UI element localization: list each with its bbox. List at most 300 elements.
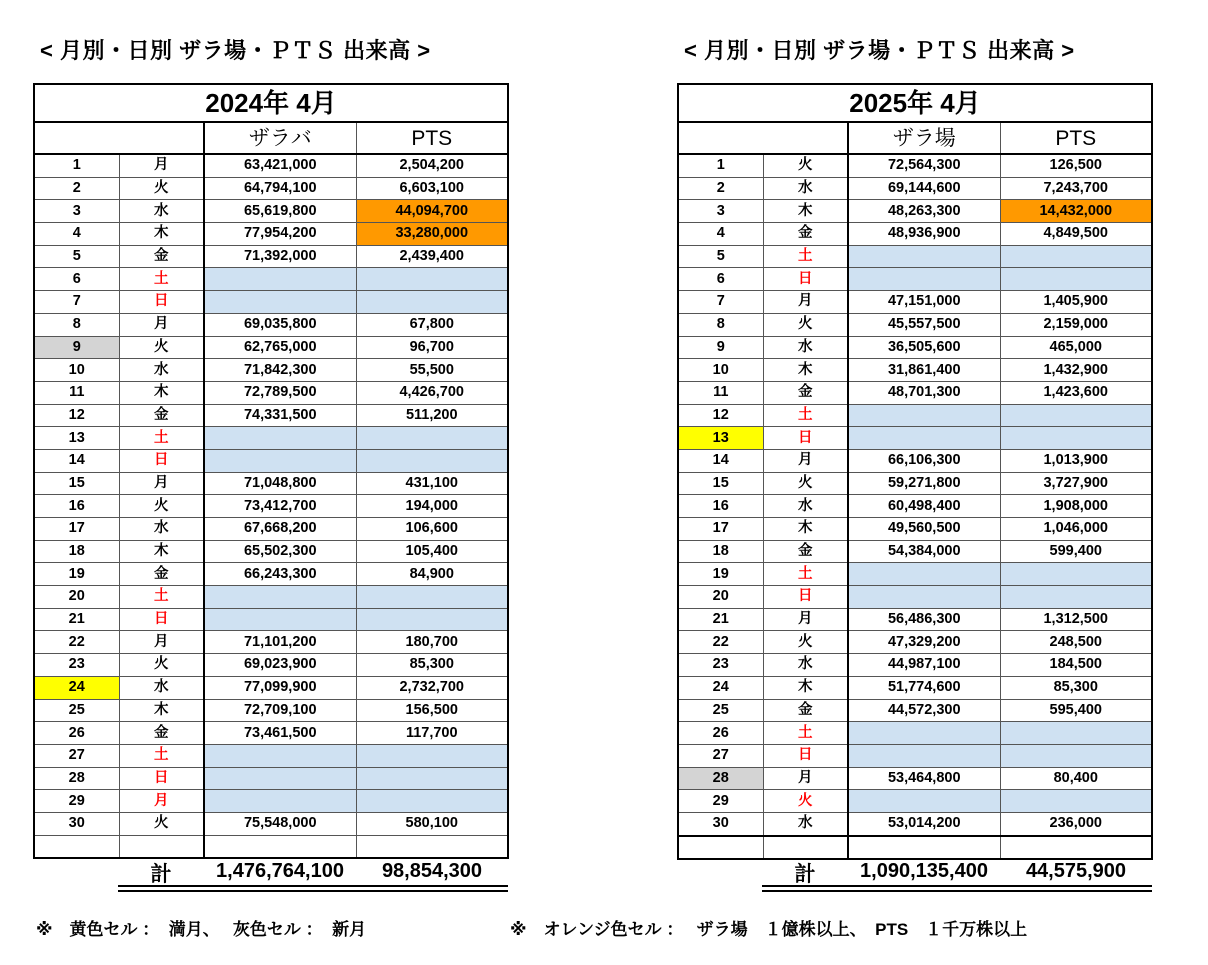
weekday-cell: 金 — [119, 404, 204, 427]
pts-volume-cell: 431,100 — [356, 472, 508, 495]
pts-volume-cell — [1000, 744, 1152, 767]
zaraba-volume-cell: 65,502,300 — [204, 540, 356, 563]
header-zaraba: ザラバ — [204, 122, 356, 154]
table-row — [678, 427, 1152, 450]
table-row — [678, 495, 1152, 518]
zaraba-volume-cell: 69,035,800 — [204, 313, 356, 336]
pts-volume-cell — [356, 291, 508, 314]
day-cell: 30 — [34, 812, 119, 835]
double-underline — [118, 885, 508, 892]
pts-volume-cell: 7,243,700 — [1000, 177, 1152, 200]
table-row — [34, 495, 508, 518]
table-row — [678, 586, 1152, 609]
pts-volume-cell — [356, 449, 508, 472]
day-cell: 29 — [678, 790, 763, 813]
zaraba-volume-cell: 73,461,500 — [204, 722, 356, 745]
pts-volume-cell: 126,500 — [1000, 154, 1152, 177]
pts-volume-cell: 80,400 — [1000, 767, 1152, 790]
pts-volume-cell: 4,426,700 — [356, 381, 508, 404]
day-cell: 23 — [34, 654, 119, 677]
table-row — [678, 608, 1152, 631]
weekday-cell: 日 — [763, 586, 848, 609]
zaraba-volume-cell: 71,048,800 — [204, 472, 356, 495]
zaraba-volume-cell — [204, 790, 356, 813]
table-row — [678, 154, 1152, 177]
weekday-cell — [119, 835, 204, 858]
total-label: 計 — [150, 863, 172, 886]
zaraba-volume-cell: 66,106,300 — [848, 449, 1000, 472]
pts-volume-cell — [1000, 722, 1152, 745]
day-cell: 28 — [34, 767, 119, 790]
pts-volume-cell — [356, 767, 508, 790]
weekday-cell: 水 — [763, 654, 848, 677]
pts-volume-cell: 194,000 — [356, 495, 508, 518]
day-cell: 19 — [34, 563, 119, 586]
zaraba-volume-cell — [848, 427, 1000, 450]
day-cell: 30 — [678, 812, 763, 835]
day-cell: 18 — [34, 540, 119, 563]
zaraba-volume-cell — [848, 722, 1000, 745]
table-row — [34, 313, 508, 336]
zaraba-volume-cell: 53,464,800 — [848, 767, 1000, 790]
pts-volume-cell — [1000, 563, 1152, 586]
day-cell: 11 — [678, 381, 763, 404]
weekday-cell: 月 — [763, 291, 848, 314]
weekday-cell: 日 — [763, 744, 848, 767]
table-row — [678, 518, 1152, 541]
zaraba-volume-cell: 67,668,200 — [204, 518, 356, 541]
weekday-cell: 日 — [119, 449, 204, 472]
table-row — [678, 381, 1152, 404]
table-row — [678, 177, 1152, 200]
table-row — [34, 722, 508, 745]
table-row — [34, 404, 508, 427]
zaraba-volume-cell — [848, 268, 1000, 291]
day-cell: 22 — [678, 631, 763, 654]
total-pts: 98,854,300 — [381, 860, 483, 882]
weekday-cell: 日 — [119, 291, 204, 314]
weekday-cell: 月 — [119, 631, 204, 654]
pts-volume-cell: 84,900 — [356, 563, 508, 586]
weekday-cell: 月 — [763, 449, 848, 472]
pts-volume-cell — [356, 586, 508, 609]
table-row — [34, 767, 508, 790]
zaraba-volume-cell — [848, 586, 1000, 609]
zaraba-volume-cell: 44,572,300 — [848, 699, 1000, 722]
zaraba-volume-cell: 64,794,100 — [204, 177, 356, 200]
zaraba-volume-cell — [848, 404, 1000, 427]
table-row — [678, 245, 1152, 268]
weekday-cell: 木 — [763, 518, 848, 541]
zaraba-volume-cell: 71,101,200 — [204, 631, 356, 654]
table-row — [34, 381, 508, 404]
pts-volume-cell — [1000, 427, 1152, 450]
zaraba-volume-cell: 59,271,800 — [848, 472, 1000, 495]
zaraba-volume-cell: 75,548,000 — [204, 812, 356, 835]
table-row — [34, 291, 508, 314]
weekday-cell: 木 — [763, 676, 848, 699]
weekday-cell: 火 — [119, 495, 204, 518]
weekday-cell: 火 — [119, 812, 204, 835]
table-row — [678, 223, 1152, 246]
zaraba-volume-cell: 72,789,500 — [204, 381, 356, 404]
weekday-cell: 水 — [763, 177, 848, 200]
table-row — [678, 336, 1152, 359]
table-row — [34, 336, 508, 359]
volume-table-2025 — [677, 83, 1153, 860]
weekday-cell: 金 — [763, 223, 848, 246]
zaraba-volume-cell: 45,557,500 — [848, 313, 1000, 336]
weekday-cell: 火 — [763, 472, 848, 495]
header-blank — [678, 122, 848, 154]
table-row — [34, 676, 508, 699]
pts-volume-cell: 1,013,900 — [1000, 449, 1152, 472]
table-row — [34, 223, 508, 246]
total-zaraba: 1,090,135,400 — [860, 860, 988, 882]
day-cell: 29 — [34, 790, 119, 813]
total-label: 計 — [794, 863, 816, 886]
weekday-cell: 水 — [763, 336, 848, 359]
table-row — [34, 427, 508, 450]
day-cell: 13 — [678, 427, 763, 450]
page-title: < 月別・日別 ザラ場・ＰＴＳ 出来高 > — [40, 38, 431, 63]
day-cell: 7 — [34, 291, 119, 314]
table-row — [34, 154, 508, 177]
day-cell — [678, 836, 763, 860]
table-row — [34, 608, 508, 631]
weekday-cell: 水 — [763, 812, 848, 835]
weekday-cell: 土 — [763, 404, 848, 427]
day-cell: 6 — [678, 268, 763, 291]
pts-volume-cell: 180,700 — [356, 631, 508, 654]
day-cell: 6 — [34, 268, 119, 291]
day-cell: 21 — [678, 608, 763, 631]
day-cell: 14 — [678, 449, 763, 472]
pts-volume-cell: 14,432,000 — [1000, 200, 1152, 223]
pts-volume-cell: 465,000 — [1000, 336, 1152, 359]
zaraba-volume-cell: 44,987,100 — [848, 654, 1000, 677]
day-cell: 20 — [678, 586, 763, 609]
zaraba-volume-cell: 77,099,900 — [204, 676, 356, 699]
day-cell: 19 — [678, 563, 763, 586]
header-pts: PTS — [1000, 122, 1152, 154]
zaraba-volume-cell: 56,486,300 — [848, 608, 1000, 631]
day-cell: 17 — [678, 518, 763, 541]
zaraba-volume-cell: 66,243,300 — [204, 563, 356, 586]
weekday-cell: 火 — [763, 790, 848, 813]
table-row — [678, 359, 1152, 382]
day-cell: 14 — [34, 449, 119, 472]
zaraba-volume-cell: 48,701,300 — [848, 381, 1000, 404]
table-row — [34, 744, 508, 767]
weekday-cell: 土 — [119, 427, 204, 450]
day-cell: 24 — [678, 676, 763, 699]
weekday-cell: 金 — [119, 563, 204, 586]
zaraba-volume-cell: 36,505,600 — [848, 336, 1000, 359]
zaraba-volume-cell: 49,560,500 — [848, 518, 1000, 541]
day-cell — [34, 835, 119, 858]
weekday-cell: 木 — [119, 540, 204, 563]
table-row — [34, 835, 508, 858]
weekday-cell: 水 — [119, 200, 204, 223]
table-row — [34, 586, 508, 609]
day-cell: 13 — [34, 427, 119, 450]
pts-volume-cell: 117,700 — [356, 722, 508, 745]
pts-volume-cell: 2,439,400 — [356, 245, 508, 268]
weekday-cell: 土 — [119, 586, 204, 609]
day-cell: 12 — [34, 404, 119, 427]
day-cell: 4 — [34, 223, 119, 246]
pts-volume-cell — [1000, 404, 1152, 427]
month-title-row — [678, 84, 1152, 122]
weekday-cell: 金 — [763, 540, 848, 563]
pts-volume-cell: 2,159,000 — [1000, 313, 1152, 336]
zaraba-volume-cell — [848, 790, 1000, 813]
legend-note-moon: ※ 黄色セル ： 満月、 灰色セル ： 新月 — [36, 920, 367, 939]
table-row — [34, 631, 508, 654]
weekday-cell: 火 — [763, 313, 848, 336]
table-row — [34, 540, 508, 563]
zaraba-volume-cell — [204, 427, 356, 450]
pts-volume-cell — [1000, 268, 1152, 291]
day-cell: 16 — [34, 495, 119, 518]
totals-row — [118, 856, 508, 894]
zaraba-volume-cell: 71,842,300 — [204, 359, 356, 382]
pts-volume-cell — [356, 790, 508, 813]
day-cell: 23 — [678, 654, 763, 677]
day-cell: 12 — [678, 404, 763, 427]
pts-volume-cell: 106,600 — [356, 518, 508, 541]
pts-volume-cell — [1000, 790, 1152, 813]
day-cell: 7 — [678, 291, 763, 314]
zaraba-volume-cell — [204, 449, 356, 472]
weekday-cell: 木 — [119, 699, 204, 722]
day-cell: 11 — [34, 381, 119, 404]
weekday-cell: 月 — [119, 472, 204, 495]
weekday-cell: 木 — [763, 200, 848, 223]
weekday-cell: 火 — [763, 154, 848, 177]
pts-volume-cell: 184,500 — [1000, 654, 1152, 677]
weekday-cell: 火 — [119, 336, 204, 359]
weekday-cell: 木 — [119, 223, 204, 246]
weekday-cell: 土 — [763, 722, 848, 745]
day-cell: 5 — [34, 245, 119, 268]
zaraba-volume-cell: 73,412,700 — [204, 495, 356, 518]
pts-volume-cell: 96,700 — [356, 336, 508, 359]
weekday-cell: 金 — [763, 699, 848, 722]
day-cell: 24 — [34, 676, 119, 699]
table-row — [34, 268, 508, 291]
day-cell: 25 — [34, 699, 119, 722]
pts-volume-cell: 67,800 — [356, 313, 508, 336]
day-cell: 20 — [34, 586, 119, 609]
weekday-cell: 水 — [119, 676, 204, 699]
day-cell: 27 — [34, 744, 119, 767]
pts-volume-cell — [1000, 586, 1152, 609]
table-row — [678, 722, 1152, 745]
zaraba-volume-cell: 51,774,600 — [848, 676, 1000, 699]
header-zaraba: ザラ場 — [848, 122, 1000, 154]
table-row — [678, 676, 1152, 699]
pts-volume-cell: 44,094,700 — [356, 200, 508, 223]
day-cell: 8 — [678, 313, 763, 336]
table-row — [678, 404, 1152, 427]
day-cell: 4 — [678, 223, 763, 246]
table-row — [34, 177, 508, 200]
month-title: 2024年 4月 — [34, 84, 508, 122]
table-row — [34, 654, 508, 677]
zaraba-volume-cell — [204, 744, 356, 767]
pts-volume-cell — [356, 608, 508, 631]
table-row — [678, 812, 1152, 835]
weekday-cell: 金 — [119, 722, 204, 745]
pts-volume-cell: 1,312,500 — [1000, 608, 1152, 631]
day-cell: 15 — [678, 472, 763, 495]
table-row — [678, 313, 1152, 336]
pts-volume-cell: 580,100 — [356, 812, 508, 835]
table-row — [678, 472, 1152, 495]
zaraba-volume-cell — [848, 245, 1000, 268]
total-pts: 44,575,900 — [1025, 860, 1127, 882]
pts-volume-cell — [356, 268, 508, 291]
day-cell: 2 — [678, 177, 763, 200]
table-row — [34, 699, 508, 722]
day-cell: 3 — [34, 200, 119, 223]
table-row — [678, 563, 1152, 586]
weekday-cell: 金 — [763, 381, 848, 404]
day-cell: 5 — [678, 245, 763, 268]
table-row — [34, 359, 508, 382]
zaraba-volume-cell — [204, 835, 356, 858]
weekday-cell: 月 — [763, 608, 848, 631]
legend-note-orange: ※ オレンジ色セル ： ザラ場 １億株以上、 PTS １千万株以上 — [510, 920, 1028, 939]
pts-volume-cell: 1,432,900 — [1000, 359, 1152, 382]
weekday-cell: 土 — [763, 245, 848, 268]
zaraba-volume-cell: 54,384,000 — [848, 540, 1000, 563]
total-zaraba: 1,476,764,100 — [216, 860, 344, 882]
table-row — [678, 744, 1152, 767]
column-header-row — [34, 122, 508, 154]
table-row — [34, 812, 508, 835]
weekday-cell: 火 — [763, 631, 848, 654]
weekday-cell: 木 — [119, 381, 204, 404]
pts-volume-cell: 1,405,900 — [1000, 291, 1152, 314]
zaraba-volume-cell: 62,765,000 — [204, 336, 356, 359]
day-cell: 17 — [34, 518, 119, 541]
weekday-cell: 土 — [763, 563, 848, 586]
month-title: 2025年 4月 — [678, 84, 1152, 122]
zaraba-volume-cell: 63,421,000 — [204, 154, 356, 177]
zaraba-volume-cell — [204, 268, 356, 291]
page-title: < 月別・日別 ザラ場・ＰＴＳ 出来高 > — [684, 38, 1075, 63]
zaraba-volume-cell: 48,263,300 — [848, 200, 1000, 223]
table-row — [678, 291, 1152, 314]
table-row — [678, 654, 1152, 677]
pts-volume-cell — [356, 835, 508, 858]
pts-volume-cell: 511,200 — [356, 404, 508, 427]
pts-volume-cell: 6,603,100 — [356, 177, 508, 200]
header-blank — [34, 122, 204, 154]
pts-volume-cell: 595,400 — [1000, 699, 1152, 722]
pts-volume-cell — [356, 744, 508, 767]
double-underline — [762, 885, 1152, 892]
day-cell: 9 — [678, 336, 763, 359]
day-cell: 21 — [34, 608, 119, 631]
weekday-cell: 月 — [763, 767, 848, 790]
weekday-cell: 土 — [119, 268, 204, 291]
table-row — [678, 268, 1152, 291]
pts-volume-cell: 1,423,600 — [1000, 381, 1152, 404]
pts-volume-cell: 599,400 — [1000, 540, 1152, 563]
table-row — [34, 518, 508, 541]
zaraba-volume-cell — [204, 767, 356, 790]
zaraba-volume-cell: 77,954,200 — [204, 223, 356, 246]
table-row — [34, 449, 508, 472]
pts-volume-cell: 105,400 — [356, 540, 508, 563]
month-title-row — [34, 84, 508, 122]
weekday-cell: 日 — [763, 427, 848, 450]
table-row — [678, 699, 1152, 722]
day-cell: 10 — [678, 359, 763, 382]
zaraba-volume-cell: 72,564,300 — [848, 154, 1000, 177]
zaraba-volume-cell: 47,151,000 — [848, 291, 1000, 314]
zaraba-volume-cell — [204, 291, 356, 314]
weekday-cell: 金 — [119, 245, 204, 268]
zaraba-volume-cell: 31,861,400 — [848, 359, 1000, 382]
day-cell: 25 — [678, 699, 763, 722]
pts-volume-cell: 156,500 — [356, 699, 508, 722]
zaraba-volume-cell — [848, 563, 1000, 586]
day-cell: 16 — [678, 495, 763, 518]
day-cell: 1 — [34, 154, 119, 177]
pts-volume-cell: 55,500 — [356, 359, 508, 382]
day-cell: 15 — [34, 472, 119, 495]
day-cell: 26 — [678, 722, 763, 745]
day-cell: 8 — [34, 313, 119, 336]
zaraba-volume-cell: 71,392,000 — [204, 245, 356, 268]
table-row — [678, 449, 1152, 472]
weekday-cell: 火 — [119, 177, 204, 200]
day-cell: 22 — [34, 631, 119, 654]
table-row — [678, 790, 1152, 813]
table-row — [34, 245, 508, 268]
pts-volume-cell: 33,280,000 — [356, 223, 508, 246]
weekday-cell: 火 — [119, 654, 204, 677]
zaraba-volume-cell — [204, 586, 356, 609]
pts-volume-cell: 248,500 — [1000, 631, 1152, 654]
weekday-cell: 日 — [119, 767, 204, 790]
volume-table-2024 — [33, 83, 509, 859]
day-cell: 28 — [678, 767, 763, 790]
zaraba-volume-cell: 65,619,800 — [204, 200, 356, 223]
zaraba-volume-cell: 69,023,900 — [204, 654, 356, 677]
table-row — [678, 540, 1152, 563]
zaraba-volume-cell — [848, 744, 1000, 767]
weekday-cell: 水 — [763, 495, 848, 518]
table-row — [678, 200, 1152, 223]
weekday-cell: 水 — [119, 359, 204, 382]
table-row — [34, 563, 508, 586]
day-cell: 27 — [678, 744, 763, 767]
table-row — [678, 631, 1152, 654]
weekday-cell: 月 — [119, 313, 204, 336]
zaraba-volume-cell: 60,498,400 — [848, 495, 1000, 518]
pts-volume-cell: 1,908,000 — [1000, 495, 1152, 518]
zaraba-volume-cell: 53,014,200 — [848, 812, 1000, 835]
weekday-cell: 日 — [119, 608, 204, 631]
weekday-cell: 土 — [119, 744, 204, 767]
zaraba-volume-cell: 69,144,600 — [848, 177, 1000, 200]
